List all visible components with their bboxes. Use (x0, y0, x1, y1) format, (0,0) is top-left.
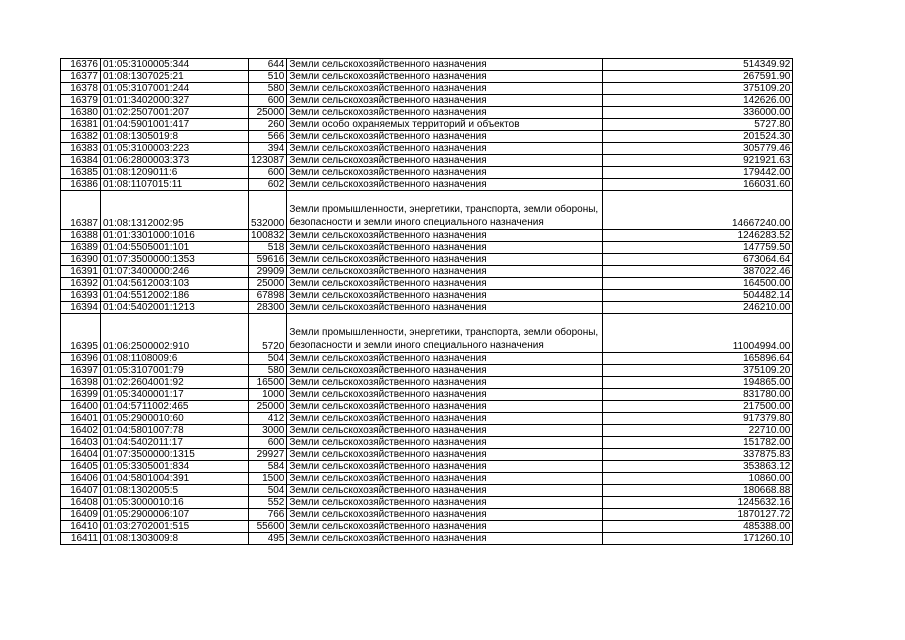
land-category-cell: Земли сельскохозяйственного назначения (287, 179, 603, 191)
table-row (61, 425, 793, 437)
land-category-cell: Земли сельскохозяйственного назначения (287, 425, 603, 437)
plot-area-cell: 412 (249, 413, 287, 425)
cadastral-value-cell: 5727.80 (603, 119, 793, 131)
cadastral-number-cell: 01:08:1209011:6 (101, 167, 249, 179)
plot-area-cell: 29909 (249, 266, 287, 278)
plot-area-cell: 600 (249, 167, 287, 179)
cadastral-number-cell: 01:08:1107015:11 (101, 179, 249, 191)
row-number-cell: 16389 (61, 242, 101, 254)
row-number-cell: 16376 (61, 59, 101, 71)
row-number-cell: 16393 (61, 290, 101, 302)
plot-area-cell: 59616 (249, 254, 287, 266)
plot-area-cell: 504 (249, 353, 287, 365)
cadastral-value-cell: 267591.90 (603, 71, 793, 83)
cadastral-value-cell: 194865.00 (603, 377, 793, 389)
land-category-cell: Земли сельскохозяйственного назначения (287, 533, 603, 545)
plot-area-cell: 67898 (249, 290, 287, 302)
cadastral-number-cell: 01:02:2604001:92 (101, 377, 249, 389)
cadastral-number-cell: 01:04:5505001:101 (101, 242, 249, 254)
cadastral-number-cell: 01:08:1307025:21 (101, 71, 249, 83)
land-category-cell: Земли сельскохозяйственного назначения (287, 155, 603, 167)
row-number-cell: 16392 (61, 278, 101, 290)
plot-area-cell: 584 (249, 461, 287, 473)
row-number-cell: 16402 (61, 425, 101, 437)
plot-area-cell: 602 (249, 179, 287, 191)
cadastral-number-cell: 01:01:3301000:1016 (101, 230, 249, 242)
cadastral-number-cell: 01:04:5512002:186 (101, 290, 249, 302)
land-category-cell: Земли сельскохозяйственного назначения (287, 365, 603, 377)
cadastral-number-cell: 01:04:5612003:103 (101, 278, 249, 290)
land-category-cell: Земли сельскохозяйственного назначения (287, 401, 603, 413)
cadastral-value-cell: 673064.64 (603, 254, 793, 266)
cadastral-number-cell: 01:07:3500000:1315 (101, 449, 249, 461)
plot-area-cell: 580 (249, 365, 287, 377)
plot-area-cell: 100832 (249, 230, 287, 242)
row-number-cell: 16386 (61, 179, 101, 191)
land-category-cell: Земли промышленности, энергетики, транспорта, земли обороны, безопасности и земли иного специального назначения (287, 314, 603, 353)
cadastral-value-cell: 917379.80 (603, 413, 793, 425)
cadastral-number-cell: 01:04:5901001:417 (101, 119, 249, 131)
land-category-cell: Земли сельскохозяйственного назначения (287, 266, 603, 278)
cadastral-value-cell: 337875.83 (603, 449, 793, 461)
plot-area-cell: 566 (249, 131, 287, 143)
cadastral-value-cell: 305779.46 (603, 143, 793, 155)
row-number-cell: 16395 (61, 314, 101, 353)
table-row (61, 533, 793, 545)
land-category-cell: Земли сельскохозяйственного назначения (287, 71, 603, 83)
cadastral-value-cell: 171260.10 (603, 533, 793, 545)
cadastral-value-cell: 246210.00 (603, 302, 793, 314)
cadastral-number-cell: 01:05:3100005:344 (101, 59, 249, 71)
land-category-cell: Земли сельскохозяйственного назначения (287, 437, 603, 449)
land-category-cell: Земли сельскохозяйственного назначения (287, 167, 603, 179)
table-row (61, 230, 793, 242)
row-number-cell: 16397 (61, 365, 101, 377)
cadastral-number-cell: 01:07:3400000:246 (101, 266, 249, 278)
plot-area-cell: 3000 (249, 425, 287, 437)
cadastral-value-cell: 504482.14 (603, 290, 793, 302)
plot-area-cell: 600 (249, 437, 287, 449)
plot-area-cell: 504 (249, 485, 287, 497)
plot-area-cell: 532000 (249, 191, 287, 230)
plot-area-cell: 766 (249, 509, 287, 521)
table-row (61, 71, 793, 83)
cadastral-number-cell: 01:08:1108009:6 (101, 353, 249, 365)
table-row (61, 167, 793, 179)
table-row (61, 473, 793, 485)
row-number-cell: 16401 (61, 413, 101, 425)
row-number-cell: 16408 (61, 497, 101, 509)
table-row (61, 191, 793, 230)
plot-area-cell: 25000 (249, 401, 287, 413)
row-number-cell: 16390 (61, 254, 101, 266)
row-number-cell: 16380 (61, 107, 101, 119)
cadastral-value-cell: 165896.64 (603, 353, 793, 365)
cadastral-number-cell: 01:06:2500002:910 (101, 314, 249, 353)
table-row (61, 485, 793, 497)
table-row (61, 389, 793, 401)
land-category-cell: Земли сельскохозяйственного назначения (287, 389, 603, 401)
cadastral-number-cell: 01:05:3100003:223 (101, 143, 249, 155)
plot-area-cell: 29927 (249, 449, 287, 461)
cadastral-number-cell: 01:04:5801004:391 (101, 473, 249, 485)
cadastral-value-cell: 10860.00 (603, 473, 793, 485)
cadastral-number-cell: 01:08:1303009:8 (101, 533, 249, 545)
table-row (61, 509, 793, 521)
cadastral-value-cell: 921921.63 (603, 155, 793, 167)
cadastral-number-cell: 01:05:3400001:17 (101, 389, 249, 401)
table-row (61, 497, 793, 509)
land-category-cell: Земли сельскохозяйственного назначения (287, 449, 603, 461)
cadastral-number-cell: 01:05:3107001:244 (101, 83, 249, 95)
plot-area-cell: 25000 (249, 107, 287, 119)
cadastral-number-cell: 01:04:5801007:78 (101, 425, 249, 437)
land-category-cell: Земли сельскохозяйственного назначения (287, 254, 603, 266)
land-category-cell: Земли сельскохозяйственного назначения (287, 485, 603, 497)
cadastral-value-cell: 485388.00 (603, 521, 793, 533)
row-number-cell: 16383 (61, 143, 101, 155)
land-category-cell: Земли особо охраняемых территорий и объектов (287, 119, 603, 131)
land-category-cell: Земли сельскохозяйственного назначения (287, 302, 603, 314)
cadastral-number-cell: 01:08:1312002:95 (101, 191, 249, 230)
row-number-cell: 16379 (61, 95, 101, 107)
table-row (61, 353, 793, 365)
cadastral-value-cell: 201524.30 (603, 131, 793, 143)
land-category-cell: Земли сельскохозяйственного назначения (287, 131, 603, 143)
table-row (61, 377, 793, 389)
cadastral-value-cell: 1870127.72 (603, 509, 793, 521)
row-number-cell: 16394 (61, 302, 101, 314)
land-category-cell: Земли сельскохозяйственного назначения (287, 497, 603, 509)
cadastral-number-cell: 01:05:2900010:60 (101, 413, 249, 425)
plot-area-cell: 510 (249, 71, 287, 83)
plot-area-cell: 644 (249, 59, 287, 71)
plot-area-cell: 25000 (249, 278, 287, 290)
land-category-cell: Земли сельскохозяйственного назначения (287, 461, 603, 473)
cadastral-value-cell: 166031.60 (603, 179, 793, 191)
row-number-cell: 16399 (61, 389, 101, 401)
cadastral-number-cell: 01:03:2702001:515 (101, 521, 249, 533)
cadastral-value-cell: 1246283.52 (603, 230, 793, 242)
land-category-cell: Земли сельскохозяйственного назначения (287, 95, 603, 107)
row-number-cell: 16398 (61, 377, 101, 389)
row-number-cell: 16381 (61, 119, 101, 131)
row-number-cell: 16400 (61, 401, 101, 413)
land-category-cell: Земли сельскохозяйственного назначения (287, 377, 603, 389)
cadastral-value-cell: 151782.00 (603, 437, 793, 449)
cadastral-value-cell: 179442.00 (603, 167, 793, 179)
cadastral-value-cell: 353863.12 (603, 461, 793, 473)
cadastral-value-cell: 164500.00 (603, 278, 793, 290)
land-plots-table (60, 58, 793, 545)
plot-area-cell: 260 (249, 119, 287, 131)
table-row (61, 83, 793, 95)
table-row (61, 461, 793, 473)
row-number-cell: 16407 (61, 485, 101, 497)
land-category-cell: Земли сельскохозяйственного назначения (287, 521, 603, 533)
row-number-cell: 16410 (61, 521, 101, 533)
land-category-cell: Земли сельскохозяйственного назначения (287, 107, 603, 119)
land-category-cell: Земли сельскохозяйственного назначения (287, 290, 603, 302)
row-number-cell: 16385 (61, 167, 101, 179)
row-number-cell: 16404 (61, 449, 101, 461)
land-category-cell: Земли промышленности, энергетики, транспорта, земли обороны, безопасности и земли иного специального назначения (287, 191, 603, 230)
table-row (61, 290, 793, 302)
row-number-cell: 16377 (61, 71, 101, 83)
cadastral-value-cell: 180668.88 (603, 485, 793, 497)
cadastral-number-cell: 01:04:5402001:1213 (101, 302, 249, 314)
row-number-cell: 16406 (61, 473, 101, 485)
table-row (61, 302, 793, 314)
table-row (61, 95, 793, 107)
plot-area-cell: 580 (249, 83, 287, 95)
plot-area-cell: 28300 (249, 302, 287, 314)
table-row (61, 155, 793, 167)
row-number-cell: 16405 (61, 461, 101, 473)
land-category-cell: Земли сельскохозяйственного назначения (287, 413, 603, 425)
cadastral-value-cell: 336000.00 (603, 107, 793, 119)
cadastral-value-cell: 217500.00 (603, 401, 793, 413)
table-row (61, 143, 793, 155)
plot-area-cell: 552 (249, 497, 287, 509)
row-number-cell: 16396 (61, 353, 101, 365)
cadastral-number-cell: 01:05:3107001:79 (101, 365, 249, 377)
table-row (61, 413, 793, 425)
cadastral-value-cell: 375109.20 (603, 365, 793, 377)
cadastral-number-cell: 01:04:5402011:17 (101, 437, 249, 449)
table-row (61, 521, 793, 533)
plot-area-cell: 600 (249, 95, 287, 107)
table-row (61, 242, 793, 254)
table-row (61, 254, 793, 266)
land-category-cell: Земли сельскохозяйственного назначения (287, 143, 603, 155)
row-number-cell: 16391 (61, 266, 101, 278)
cadastral-value-cell: 375109.20 (603, 83, 793, 95)
land-category-cell: Земли сельскохозяйственного назначения (287, 83, 603, 95)
plot-area-cell: 394 (249, 143, 287, 155)
plot-area-cell: 5720 (249, 314, 287, 353)
table-row (61, 59, 793, 71)
cadastral-number-cell: 01:02:2507001:207 (101, 107, 249, 119)
cadastral-value-cell: 22710.00 (603, 425, 793, 437)
row-number-cell: 16384 (61, 155, 101, 167)
cadastral-number-cell: 01:05:3000010:16 (101, 497, 249, 509)
row-number-cell: 16387 (61, 191, 101, 230)
cadastral-number-cell: 01:08:1305019:8 (101, 131, 249, 143)
table-row (61, 179, 793, 191)
cadastral-value-cell: 831780.00 (603, 389, 793, 401)
land-category-cell: Земли сельскохозяйственного назначения (287, 278, 603, 290)
cadastral-value-cell: 147759.50 (603, 242, 793, 254)
land-category-cell: Земли сельскохозяйственного назначения (287, 473, 603, 485)
plot-area-cell: 123087 (249, 155, 287, 167)
table-row (61, 119, 793, 131)
cadastral-number-cell: 01:07:3500000:1353 (101, 254, 249, 266)
cadastral-value-cell: 387022.46 (603, 266, 793, 278)
row-number-cell: 16411 (61, 533, 101, 545)
table-row (61, 365, 793, 377)
cadastral-value-cell: 11004994.00 (603, 314, 793, 353)
table-row (61, 278, 793, 290)
cadastral-value-cell: 1245632.16 (603, 497, 793, 509)
cadastral-number-cell: 01:05:3305001:834 (101, 461, 249, 473)
table-row (61, 131, 793, 143)
land-category-cell: Земли сельскохозяйственного назначения (287, 59, 603, 71)
plot-area-cell: 495 (249, 533, 287, 545)
plot-area-cell: 518 (249, 242, 287, 254)
table-row (61, 437, 793, 449)
land-category-cell: Земли сельскохозяйственного назначения (287, 509, 603, 521)
table-row (61, 107, 793, 119)
row-number-cell: 16388 (61, 230, 101, 242)
plot-area-cell: 1000 (249, 389, 287, 401)
cadastral-number-cell: 01:01:3402000:327 (101, 95, 249, 107)
cadastral-number-cell: 01:06:2800003:373 (101, 155, 249, 167)
cadastral-number-cell: 01:08:1302005:5 (101, 485, 249, 497)
cadastral-number-cell: 01:05:2900006:107 (101, 509, 249, 521)
row-number-cell: 16378 (61, 83, 101, 95)
table-row (61, 266, 793, 278)
land-category-cell: Земли сельскохозяйственного назначения (287, 230, 603, 242)
land-category-cell: Земли сельскохозяйственного назначения (287, 242, 603, 254)
table-row (61, 314, 793, 353)
row-number-cell: 16403 (61, 437, 101, 449)
plot-area-cell: 16500 (249, 377, 287, 389)
table-row (61, 401, 793, 413)
row-number-cell: 16409 (61, 509, 101, 521)
land-category-cell: Земли сельскохозяйственного назначения (287, 353, 603, 365)
table-row (61, 449, 793, 461)
cadastral-number-cell: 01:04:5711002:465 (101, 401, 249, 413)
row-number-cell: 16382 (61, 131, 101, 143)
land-plots-table-body (61, 59, 793, 545)
cadastral-value-cell: 142626.00 (603, 95, 793, 107)
plot-area-cell: 55600 (249, 521, 287, 533)
cadastral-value-cell: 514349.92 (603, 59, 793, 71)
plot-area-cell: 1500 (249, 473, 287, 485)
cadastral-value-cell: 14667240.00 (603, 191, 793, 230)
